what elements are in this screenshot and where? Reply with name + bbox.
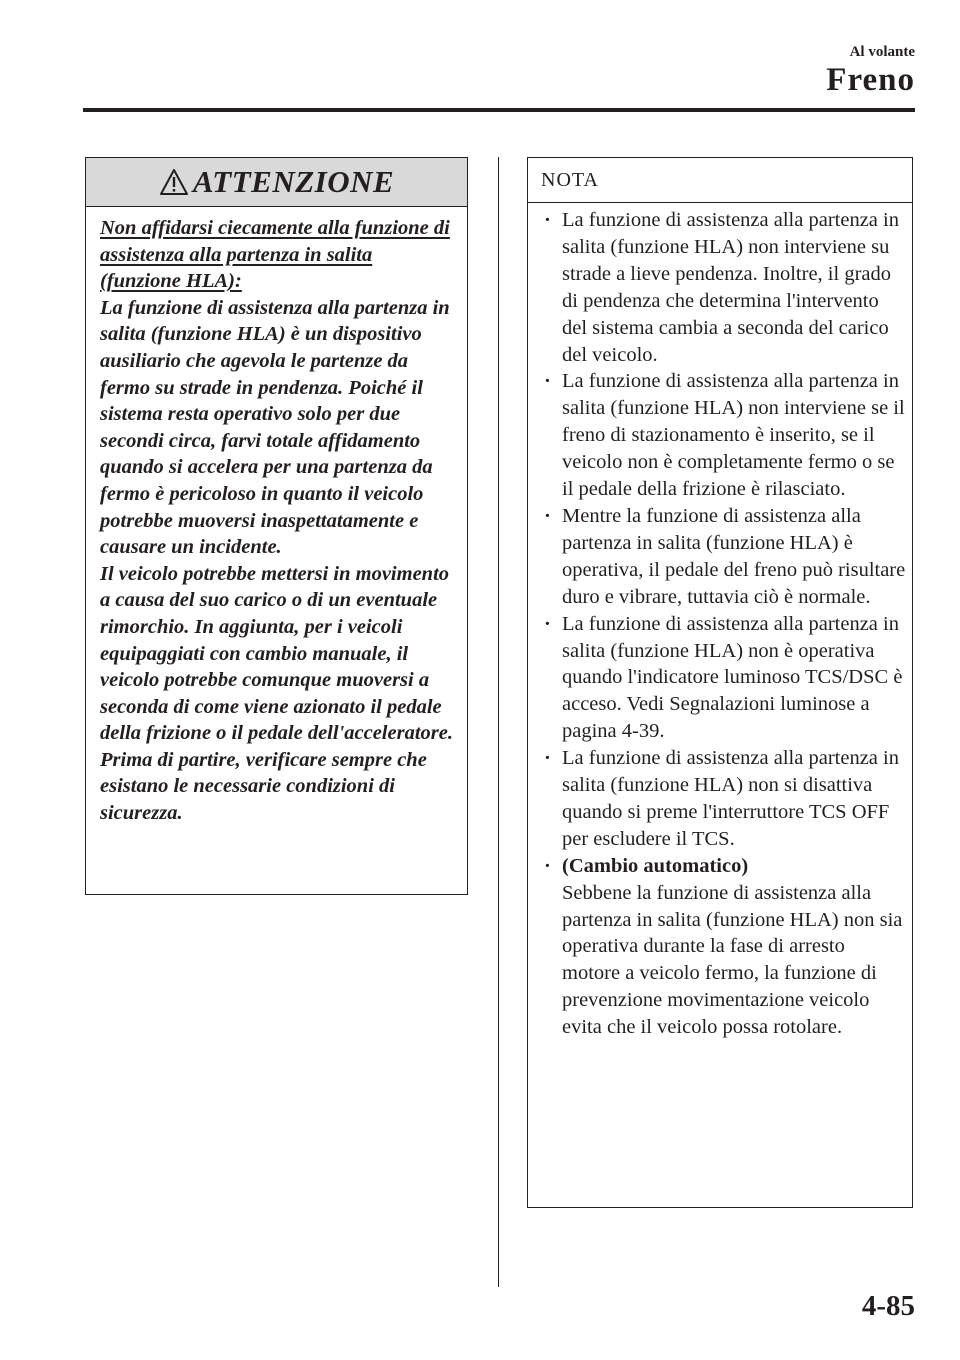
note-box xyxy=(527,157,913,1208)
note-item: · Mentre la funzione di assistenza alla partenza in salita (funzione HLA) è operativa, il pedale del freno può risultare duro e vibrare, tuttavia ciò è normale. xyxy=(544,503,906,611)
warning-title: ATTENZIONE xyxy=(192,164,395,199)
note-item: · La funzione di assistenza alla partenza in salita (funzione HLA) non è operativa quando l'indicatore luminoso TCS/DSC è acceso. Vedi Segnalazioni luminose a pagina 4-39. xyxy=(544,611,906,746)
warning-heading: Non affidarsi ciecamente alla funzione di assistenza alla partenza in salita (funzione HLA): xyxy=(100,217,450,293)
note-item-label: · (Cambio automatico) xyxy=(562,854,749,877)
section-title: Al volante xyxy=(849,44,915,60)
page-number: 4-85 xyxy=(861,1290,915,1322)
column-divider xyxy=(498,157,499,1287)
note-list xyxy=(528,203,912,1041)
warning-box xyxy=(85,157,468,895)
warning-body xyxy=(86,207,467,827)
warning-paragraph-2: Il veicolo potrebbe mettersi in movimento a causa del suo carico o di un eventuale rimorchio. In aggiunta, per i veicoli equipaggiati con cambio manuale, il veicolo potrebbe comunque muoversi a seconda di come viene azionato il pedale della frizione o il pedale dell'acceleratore. Prima di partire, verificare sempre che esistano le necessarie condizioni di sicurezza. xyxy=(100,562,453,825)
note-item: · La funzione di assistenza alla partenza in salita (funzione HLA) non interviene se il freno di stazionamento è inserito, se il veicolo non è completamente fermo o se il pedale della frizione è rilasciato. xyxy=(544,368,906,503)
note-item: · La funzione di assistenza alla partenza in salita (funzione HLA) non si disattiva quando si preme l'interruttore TCS OFF per escludere il TCS. xyxy=(544,745,906,853)
note-title: NOTA xyxy=(528,158,912,203)
note-item: · La funzione di assistenza alla partenza in salita (funzione HLA) non interviene su strade a lieve pendenza. Inoltre, il grado di pendenza che determina l'intervento del sistema cambia a seconda del carico del veicolo. xyxy=(544,207,906,368)
warning-header xyxy=(86,158,467,207)
warning-paragraph-1: La funzione di assistenza alla partenza in salita (funzione HLA) è un dispositivo ausiliario che agevola le partenze da fermo su strade in pendenza. Poiché il sistema resta operativo solo per due secondi circa, farvi totale affidamento quando si accelera per una partenza da fermo è pericoloso in quanto il veicolo potrebbe muoversi inaspettatamente e causare un incidente. xyxy=(100,296,450,559)
header-divider xyxy=(83,108,915,112)
page-title: Freno xyxy=(826,62,915,98)
warning-triangle-icon xyxy=(159,168,189,196)
note-item: · (Cambio automatico) Sebbene la funzione di assistenza alla partenza in salita (funzione HLA) non sia operativa durante la fase di arresto motore a veicolo fermo, la funzione di prevenzione movimentazione veicolo evita che il veicolo possa rotolare. xyxy=(544,853,906,1041)
